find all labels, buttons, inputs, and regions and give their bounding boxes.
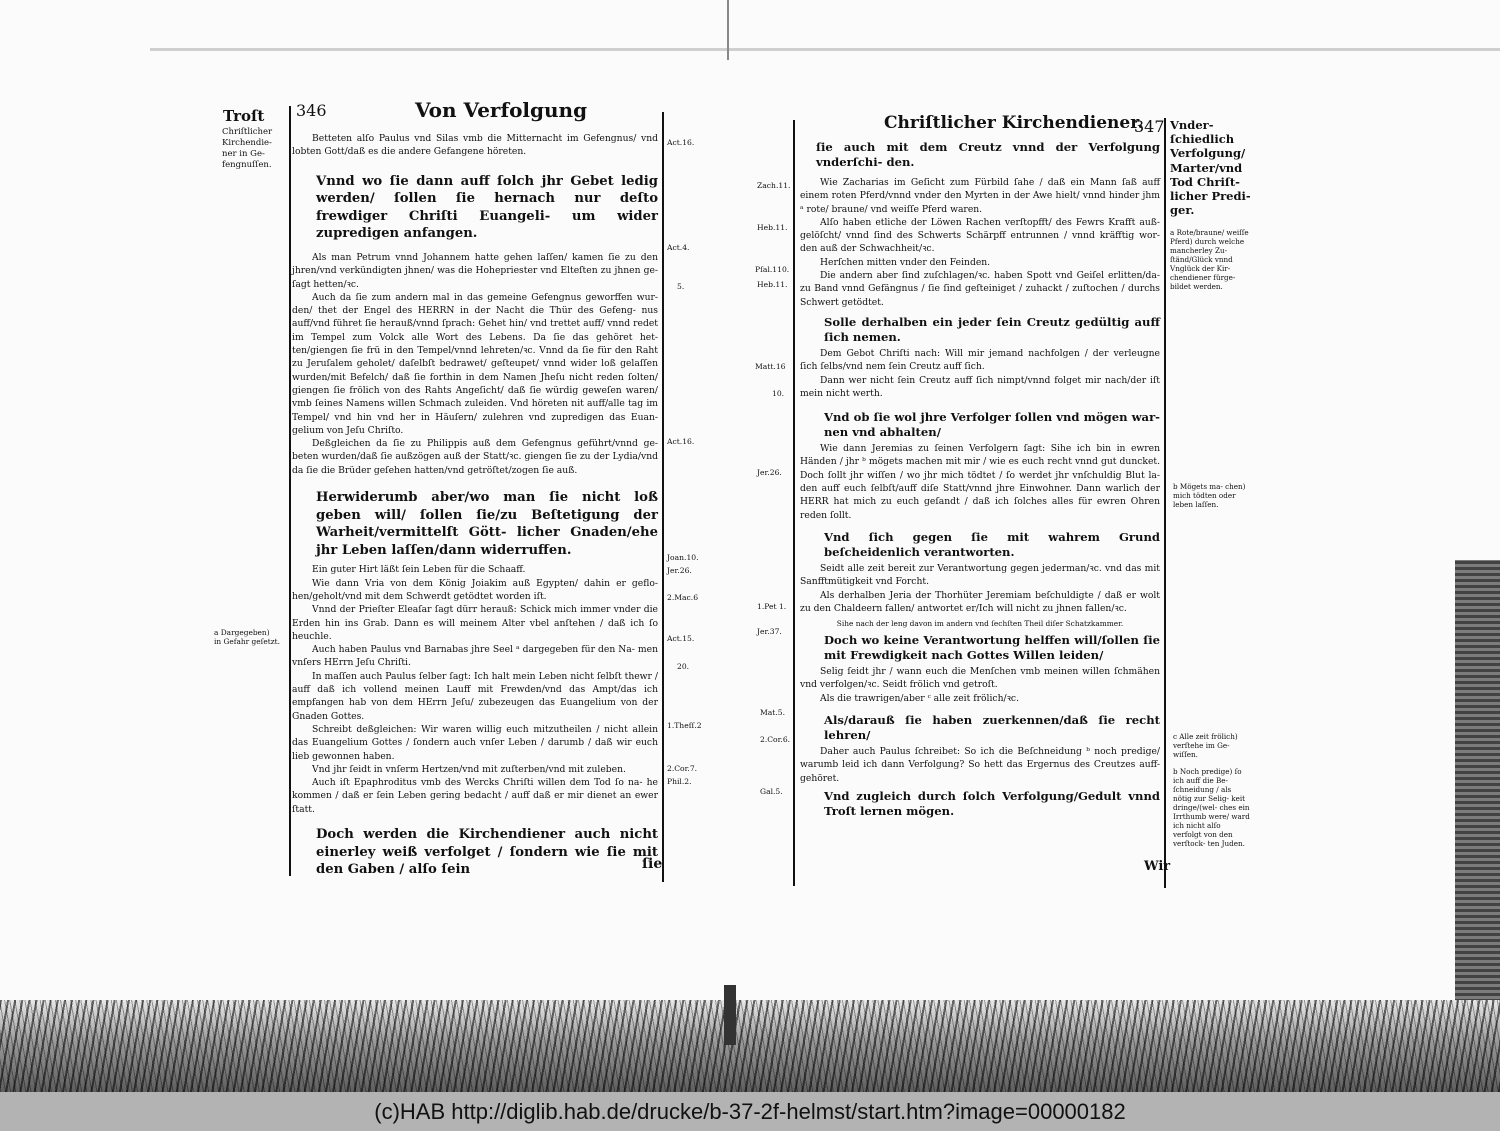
paragraph: Dann wer nicht ſein Creutz auff ſich nimpt/vnnd folget mir nach/der iſt mein nicht werth. xyxy=(800,374,1160,399)
section-heading: Vnnd wo ſie dann auff ſolch jhr Gebet ledig werden/ ſollen ſie hernach nur deſto frewdiger Chriſti Euangeli- um wider zupredigen anfangen. xyxy=(316,173,658,242)
paragraph: Vnd jhr ſeidt in vnſerm Hertzen/vnd mit zuſterben/vnd mit zuleben. xyxy=(312,763,626,775)
paragraph: Wie Zacharias im Geſicht zum Fürbild ſahe / daß ein Mann ſaß auff einem roten Pferd/vnnd vnder den Myrten in der Awe hielt/ vnnd hinder jhm ᵃ rote/ braune/ vnd weiſſe Pferd waren. xyxy=(800,177,1160,215)
reference: 2.Cor.6. xyxy=(760,735,791,744)
paragraph: Wie dann Vria von dem König Joiakim auß Egypten/ dahin er geflo- hen/geholt/vnd mit dem Schwerdt getödtet worden iſt. xyxy=(292,577,658,602)
paragraph: Betteten alſo Paulus vnd Silas vmb die Mitternacht im Gefengnus/ vnd lobten Gott/daß es die andere Gefangene höreten. xyxy=(292,133,658,158)
reference: Jer.26. xyxy=(667,566,692,575)
paragraph: Selig ſeidt jhr / wann euch die Menſchen vmb meinen willen ſchmähen vnd verfolgen/ꝛc. Seidt frölich vnd getroſt. xyxy=(800,666,1160,691)
left-margin-rule xyxy=(289,106,291,876)
right-margin-rule xyxy=(662,112,664,882)
paragraph: Alſo haben etliche der Löwen Rachen verſtopfft/ des Fewrs Krafft auß- gelöſcht/ vnnd ſind des Schwerts Schärpff entrunnen / vnnd kräfftig wor- den auß der Schwachheit/ꝛc. xyxy=(800,216,1160,255)
paragraph: Wie dann Jeremias zu ſeinen Verfolgern ſagt: Sihe ich bin in ewren Händen / jhr ᵇ mögets machen mit mir / wie es euch recht vnnd gut duncket. Doch ſollt jhr wiſſen / wo jhr mich tödtet / ſo werdet jhr vnſchuldig Blut la- den auff euch ſelbſt/auff diſe Statt/vnnd jhre Einwohner. Dann warlich der HERR hat mich zu euch geſandt / daß ich ſolches alles für ewren Ohren reden ſollt. xyxy=(800,443,1160,521)
section-heading: Solle derhalben ein jeder ſein Creutz gedültig auff ſich nemen. xyxy=(824,314,1160,344)
reference: 5. xyxy=(677,282,685,291)
page-number-right: 347 xyxy=(1134,117,1165,136)
paragraph: In maſſen auch Paulus ſelber ſagt: Ich halt mein Leben nicht ſelbſt thewr / auff daß ich vollend meinen Lauff mit Frewden/vnd das Ampt/das ich empfangen hab von dem HErrn Jeſu/ zubezeugen das Euangelium von der Gnaden Gottes. xyxy=(292,670,658,722)
reference: Act.16. xyxy=(667,138,695,147)
scan-bottom-edge xyxy=(0,1000,1500,1092)
reference: Pſal.110. xyxy=(755,265,790,274)
reference: Mat.5. xyxy=(760,708,786,717)
reference: 2.Mac.6 xyxy=(667,593,699,602)
margin-sub-line: fengnuſſen. xyxy=(222,160,272,170)
catchword-left: ſie xyxy=(642,856,663,872)
margin-sub-line: ner in Ge- xyxy=(222,149,265,159)
section-heading: Doch wo keine Verantwortung helffen will/ſollen ſie mit Frewdigkeit nach Gottes Willen leiden/ xyxy=(824,633,1160,663)
paragraph: Daher auch Paulus ſchreibet: So ich die Beſchneidung ᵇ noch predige/ warumb leid ich dann Verfolgung? So hett das Ergernus des Creutzes auff- gehöret. xyxy=(800,746,1160,784)
margin-title-line: Vnder- xyxy=(1170,118,1214,132)
copyright-text: (c)HAB http://diglib.hab.de/drucke/b-37-2f-helmst/start.htm?image=00000182 xyxy=(374,1098,1126,1124)
section-heading: Vnd zugleich durch ſolch Verfolgung/Gedult vnnd Troſt lernen mögen. xyxy=(824,788,1160,818)
paragraph: Als derhalben Jeria der Thorhüter Jeremiam beſchuldigte / daß er wolt zu den Chaldeern fallen/ antwortet er/Ich will nicht zu jhnen fallen/ꝛc. xyxy=(800,589,1160,614)
reference: Heb.11. xyxy=(757,223,788,232)
section-heading: Vnd ob ſie wol jhre Verfolger ſollen vnd mögen war- nen vnd abhalten/ xyxy=(824,410,1160,440)
margin-note-a xyxy=(214,628,280,646)
marginal-note: a Rote/braune/ weiſſe Pferd) durch welche mancherley Zu- ſtänd/Glück vnnd Vnglück der Kir- chendiener fürge- bildet werden. xyxy=(1170,228,1249,291)
reference: Jer.37. xyxy=(757,627,782,636)
paragraph: Vnnd der Prieſter Eleaſar ſagt dürr herauß: Schick mich immer vnder die Erden hin ins Grab. Dann es will meinem Alter vbel anſtehen / daß ich ſo heuchle. xyxy=(292,604,658,642)
marginal-note: b Noch predige) ſo ich auff die Be- ſchneidung / als nötig zur Selig- keit dringe/(wel- ches ein Irrthumb were/ ward ich nicht alſo verfolgt von den verſtock- ten Juden. xyxy=(1173,767,1250,848)
right-margin-rule-right-page xyxy=(1164,118,1166,888)
paragraph: Auch haben Paulus vnd Barnabas jhre Seel ᵃ dargegeben für den Na- men vnſers HErrn Jeſu Chriſti. xyxy=(292,644,658,669)
reference: Zach.11. xyxy=(757,181,791,190)
reference: Act.15. xyxy=(667,634,695,643)
margin-title-line: ger. xyxy=(1170,203,1195,218)
running-head-left: Von Verfolgung xyxy=(415,98,588,122)
margin-title-line: Marter/vnd xyxy=(1170,160,1243,175)
running-head-right: Chriſtlicher Kirchendiener. xyxy=(884,113,1144,133)
section-heading: Herwiderumb aber/wo man ſie nicht loß geben will/ ſollen ſie/zu Beſtetigung der Warheit/vermittelſt Gött- licher Gnaden/ehe jhr Leben laſſen/dann widerruffen. xyxy=(316,490,658,558)
reference: Heb.11. xyxy=(757,280,788,289)
reference: Gal.5. xyxy=(760,787,783,796)
margin-subtitle-left xyxy=(222,127,272,171)
margin-title-line: ſchiedlich xyxy=(1170,132,1235,147)
margin-title-left: Troſt xyxy=(223,107,265,125)
margin-sub-line: Chriſtlicher xyxy=(222,127,273,137)
catchword-right: Wir xyxy=(1144,859,1171,874)
reference: 1.Pet 1. xyxy=(757,602,787,611)
note-line: in Gefahr geſetzt. xyxy=(214,637,280,646)
paragraph: Als die trawrigen/aber ᶜ alle zeit frölich/ꝛc. xyxy=(820,692,1020,704)
marginal-note: b Mögets ma- chen) mich tödten oder leben laſſen. xyxy=(1173,482,1246,509)
margin-title-line: licher Predi- xyxy=(1170,189,1251,204)
paragraph: Ein guter Hirt läßt ſein Leben für die Schaaff. xyxy=(312,564,526,576)
paragraph: Als man Petrum vnnd Johannem hatte gehen laſſen/ kamen ſie zu den jhren/vnd verkündigten jhnen/ was die Hohepriester vnd Elteſten zu jhnen ge- ſagt hetten/ꝛc. xyxy=(292,251,658,290)
paragraph: Dem Gebot Chriſti nach: Will mir jemand nachfolgen / der verleugne ſich ſelbs/vnd nem ſein Creutz auff ſich. xyxy=(800,347,1160,373)
margin-title-line: Verfolgung/ xyxy=(1170,146,1246,161)
left-text-column xyxy=(292,132,658,883)
gutter-line xyxy=(727,0,729,60)
marginal-note: c Alle zeit frölich) verſtehe im Ge- wiſſen. xyxy=(1173,732,1238,759)
margin-sub-line: Kirchendie- xyxy=(222,138,272,148)
cross-reference-note: Sihe nach der leng davon im andern vnd ſechſten Theil diſer Schatzkammer. xyxy=(836,619,1124,629)
reference: 20. xyxy=(677,662,690,671)
scan-shadow-right xyxy=(1455,560,1500,1020)
reference: 10. xyxy=(772,389,785,398)
reference: Act.16. xyxy=(667,437,695,446)
paragraph: Schreibt deßgleichen: Wir waren willig euch mitzutheilen / nicht allein das Euangelium Gottes / ſondern auch vnſer Leben / darumb / daß wir euch lieb gewonnen haben. xyxy=(292,723,658,762)
section-heading: Als/darauß ſie haben zuerkennen/daß ſie recht lehren/ xyxy=(824,713,1160,743)
right-text-column xyxy=(800,140,1160,821)
reference: Act.4. xyxy=(667,243,690,252)
page-number-left: 346 xyxy=(296,101,327,120)
paragraph: Die andern aber ſind zuſchlagen/ꝛc. haben Spott vnd Geiſel erlitten/da- zu Band vnnd Gefängnus / ſie ſind geſteiniget / zuhackt / zuſtochen / durchs Schwert getödtet. xyxy=(800,270,1160,308)
margin-title-right xyxy=(1170,118,1251,217)
paragraph: Auch iſt Epaphroditus vmb des Wercks Chriſti willen dem Tod ſo na- he kommen / daß er ſein Leben gering bedacht / auff daß er mir dienet an ewer ſtatt. xyxy=(292,777,658,815)
section-heading: Doch werden die Kirchendiener auch nicht einerley weiß verfolget / ſondern wie ſie mit den Gaben / alſo ſein xyxy=(316,827,658,878)
reference: Matt.16 xyxy=(755,362,786,371)
reference: 2.Cor.7. xyxy=(667,764,698,773)
margin-title-line: Tod Chriſt- xyxy=(1170,174,1240,189)
reference: 1.Theſſ.2 xyxy=(667,721,702,730)
section-heading: Vnd ſich gegen ſie mit wahrem Grund beſcheidenlich verantworten. xyxy=(824,529,1160,559)
paragraph: Deßgleichen da ſie zu Philippis auß dem Gefengnus geführt/vnnd ge- beten wurden/daß ſie außzögen auß der Statt/ꝛc. giengen ſie zu der Lydia/vnd da ſie die Brüder geſehen hatten/vnd getröſtet/zogen ſie auß. xyxy=(292,438,658,476)
copyright-bar xyxy=(0,1092,1500,1131)
gutter-shadow xyxy=(724,985,736,1045)
section-heading: ſie auch mit dem Creutz vnnd der Verfolgung vnderſchi- den. xyxy=(816,140,1160,169)
paragraph: Herſchen mitten vnder den Feinden. xyxy=(820,256,991,268)
reference: Joan.10. xyxy=(667,553,699,562)
page-edge xyxy=(150,48,1500,51)
paragraph: Seidt alle zeit bereit zur Verantwortung gegen jederman/ꝛc. vnd das mit Sanfftmütigkeit vnd Forcht. xyxy=(800,562,1160,588)
left-margin-rule-right-page xyxy=(793,120,795,886)
paragraph: Auch da ſie zum andern mal in das gemeine Gefengnus geworffen wur- den/ thet der Engel des HERRN in der Nacht die Thür des Gefeng- nus auff/vnd führet ſie herauß/vnnd ſprach: Gehet hin/ vnd trettet auff/ vnnd redet im Tempel zum Volck alle Wort des Lebens. Da ſie das gehöret het- ten/giengen ſie frü in den Tempel/vnnd lehreten/ꝛc. Vnnd da ſie für den Raht zu Jeruſalem geholet/ daſelbſt bedrawet/ geſteupet/ vnnd wider loß gelaſſen wurden/mit Befelch/ daß ſie forthin in dem Namen Jheſu nicht reden ſolten/ giengen ſie frölich von des Rahts Angeſicht/ daß ſie würdig geweſen waren/ vmb ſeines Namens willen Schmach zuleiden. Vnd höreten nit auff/alle tag im Tempel/ vnd hin vnd her in Häuſern/ zulehren vnd zupredigen das Euan- gelium von Jeſu Chriſto. xyxy=(292,291,658,436)
reference: Phil.2. xyxy=(667,777,692,786)
note-line: a Dargegeben) xyxy=(214,628,270,637)
reference: Jer.26. xyxy=(757,468,782,477)
